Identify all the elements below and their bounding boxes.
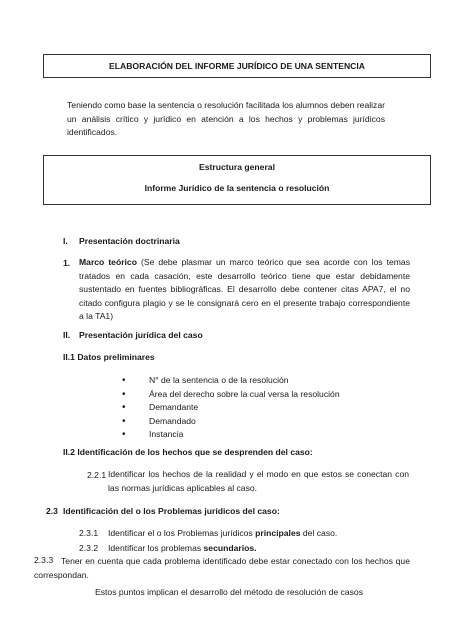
section-1-title: Presentación doctrinaria	[79, 236, 180, 246]
item-1-paragraph	[79, 256, 410, 324]
item-2-3-1-text	[108, 528, 337, 538]
item-1-term: Marco teórico	[79, 257, 137, 267]
item-2-3-1-pre: Identificar el o los Problemas jurídicos	[108, 528, 256, 538]
title-box	[43, 54, 431, 78]
item-2-3-3-number: 2.3.3	[34, 555, 54, 565]
structure-box	[43, 155, 431, 205]
item-2-2-1-text: Identificar los hechos de la realidad y el modo en que estos se conectan con las normas jurídicas aplicables al caso.	[108, 469, 409, 493]
item-2-2-1-number: 2.2.1	[87, 470, 107, 480]
section-2-number: II.	[63, 330, 71, 340]
item-2-3-2-pre: Identificar los problemas	[108, 543, 204, 553]
section-2-1-title: II.1 Datos preliminares	[63, 352, 155, 362]
section-2-title: Presentación jurídica del caso	[79, 330, 203, 340]
structure-subheading: Informe Jurídico de la sentencia o resolución	[144, 183, 330, 193]
document-title: ELABORACIÓN DEL INFORME JURÍDICO DE UNA SENTENCIA	[109, 61, 365, 71]
list-item: • Área del derecho sobre la cual versa la resolución	[149, 388, 340, 402]
list-item: • Demandante	[149, 401, 340, 415]
closing-note: Estos puntos implican el desarrollo del método de resolución de casos	[95, 587, 363, 597]
item-2-3-1-bold: principales	[255, 528, 301, 538]
item-2-3-2-text	[108, 543, 257, 553]
item-2-3-1-number: 2.3.1	[79, 528, 99, 538]
item-2-3-2-number: 2.3.2	[79, 543, 99, 553]
section-2-2-title: II.2 Identificación de los hechos que se desprenden del caso:	[63, 447, 313, 457]
preliminary-data-list	[149, 374, 340, 442]
structure-heading: Estructura general	[199, 162, 275, 172]
item-1-number: 1.	[63, 258, 71, 268]
section-2-3-title: Identificación del o los Problemas jurídicos del caso:	[63, 506, 280, 516]
item-1-text: (Se debe plasmar un marco teórico que sea acorde con los temas tratados en cada casación, este desarrollo teórico tiene que estar debidamente sustentado en fuentes bibliográficas. El desarrollo debe contener citas APA7, el no citado configura plagio y se le consignará cero en el presente trabajo correspondiente a la TA1)	[79, 257, 410, 322]
list-item: • Demandado	[149, 415, 340, 429]
item-2-3-1-post: del caso.	[300, 528, 338, 538]
section-2-3-number: 2.3	[46, 506, 58, 516]
list-item: • N° de la sentencia o de la resolución	[149, 374, 340, 388]
intro-paragraph: Teniendo como base la sentencia o resolución facilitada los alumnos deben realizar un análisis crítico y jurídico en atención a los hechos y problemas jurídicos identificados.	[67, 100, 385, 138]
item-2-3-2-bold: secundarios.	[203, 543, 257, 553]
list-item: • Instancia	[149, 428, 340, 442]
section-1-number: I.	[63, 236, 68, 246]
item-2-3-3-text: Tener en cuenta que cada problema identificado debe estar conectado con los hechos que correspondan.	[34, 556, 410, 580]
